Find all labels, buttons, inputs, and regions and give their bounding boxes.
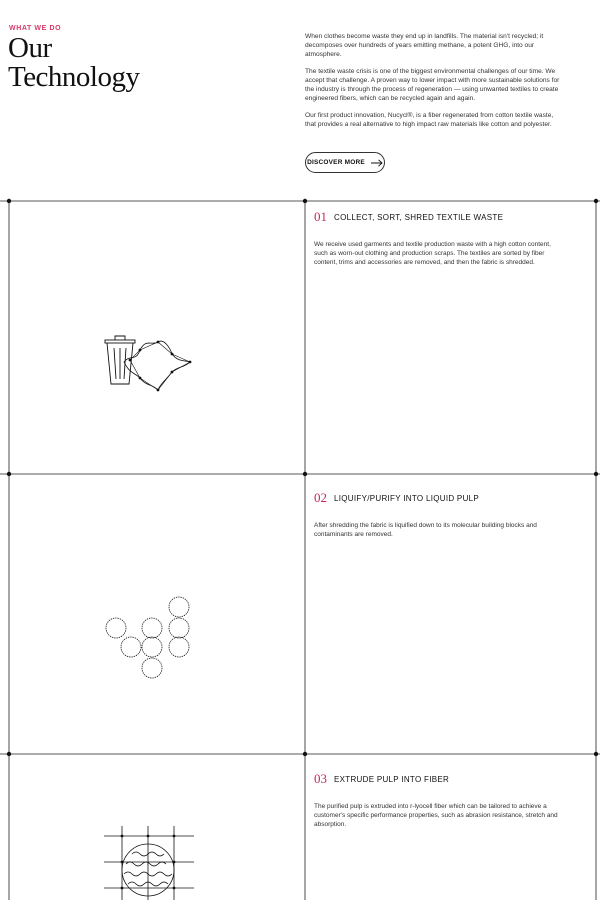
page-title-line-2: Technology	[8, 61, 140, 93]
trash-textile-icon	[100, 332, 195, 394]
step-title: LIQUIFY/PURIFY INTO LIQUID PULP	[334, 494, 480, 503]
step-title: COLLECT, SORT, SHRED TEXTILE WASTE	[334, 213, 504, 222]
molecule-circles-icon	[100, 592, 200, 684]
intro-paragraph: When clothes become waste they end up in landfills. The material isn't recycled; it decomposes over hundreds of years emitting methane, a potent GHG, into our atmosphere.	[305, 33, 544, 58]
step-description: After shredding the fabric is liquified down to its molecular building blocks and contaminants are removed.	[314, 522, 537, 538]
step-number: 02	[314, 490, 327, 505]
intro-paragraph: Our first product innovation, Nucycl®, is a fiber regenerated from cotton textile waste, that provides a real alternative to high impact raw materials like cotton and polyester.	[305, 112, 554, 128]
discover-more-label: DISCOVER MORE	[307, 159, 365, 166]
section-eyebrow: WHAT WE DO	[9, 25, 62, 32]
page-title-line-1: Our	[8, 32, 52, 64]
intro-paragraph: The textile waste crisis is one of the biggest environmental challenges of our time. We accept that challenge. A proven way to lower impact with more sustainable solutions for the industry is through the process of regeneration — using unwanted textiles to create engineered fibers, which can be recycled again and again.	[305, 68, 560, 102]
step-title: EXTRUDE PULP INTO FIBER	[334, 775, 450, 784]
step-number: 01	[314, 209, 327, 224]
fiber-grid-icon	[104, 826, 194, 900]
step-description: The purified pulp is extruded into r-lyocell fiber which can be tailored to achieve a customer's specific performance properties, such as abrasion resistance, stretch and absorption.	[314, 803, 558, 828]
step-description: We receive used garments and textile production waste with a high cotton content, such as worn-out clothing and production scraps. The textiles are sorted by fiber content, trims and accessories are removed, and then the fabric is shredded.	[314, 241, 551, 266]
step-number: 03	[314, 771, 327, 786]
